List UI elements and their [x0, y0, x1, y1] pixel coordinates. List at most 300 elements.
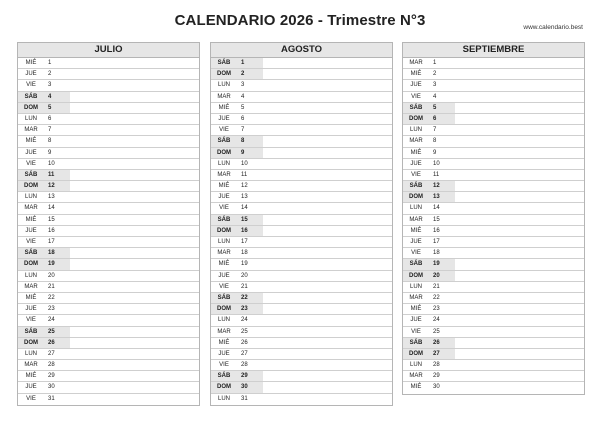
day-number: 23	[433, 306, 440, 313]
weekday: MIÉ	[25, 60, 37, 66]
day-label	[211, 282, 263, 292]
day-row	[211, 192, 392, 203]
day-number: 2	[241, 71, 245, 78]
day-number: 19	[241, 261, 248, 268]
day-label	[403, 136, 455, 146]
day-row	[18, 170, 199, 181]
weekday: MIÉ	[410, 71, 422, 78]
day-row	[18, 159, 199, 170]
day-row	[18, 349, 199, 360]
day-row	[211, 69, 392, 80]
day-row	[18, 226, 199, 237]
weekday: VIE	[26, 239, 36, 245]
day-number: 29	[48, 373, 55, 380]
month-header: SEPTIEMBRE	[403, 43, 584, 58]
day-row	[403, 148, 584, 159]
weekday: JUE	[410, 160, 422, 167]
weekday: LUN	[24, 115, 37, 122]
day-row	[211, 103, 392, 114]
weekday: LUN	[217, 160, 230, 167]
day-row	[403, 371, 584, 382]
weekday: VIE	[219, 205, 229, 212]
day-row	[211, 170, 392, 181]
day-number: 26	[433, 339, 440, 346]
day-number: 16	[241, 227, 248, 234]
weekday: LUN	[217, 395, 230, 402]
day-label	[211, 338, 263, 348]
day-row	[211, 125, 392, 136]
weekday: SÁB	[217, 60, 231, 66]
day-row	[403, 203, 584, 214]
day-number: 20	[433, 272, 440, 279]
day-label	[18, 125, 70, 135]
day-row	[18, 282, 199, 293]
day-label	[18, 360, 70, 370]
day-number: 9	[48, 149, 52, 156]
day-label	[18, 282, 70, 292]
day-label	[211, 58, 263, 68]
day-row	[403, 136, 584, 147]
day-number: 20	[241, 272, 248, 279]
weekday: JUE	[410, 239, 422, 245]
month-table-september	[402, 42, 585, 395]
day-number: 30	[433, 384, 440, 391]
day-row	[403, 80, 584, 91]
day-number: 9	[241, 149, 245, 156]
month-table-july	[17, 42, 200, 406]
day-row	[403, 282, 584, 293]
day-number: 19	[433, 261, 440, 268]
day-row	[18, 304, 199, 315]
day-label	[18, 226, 70, 236]
day-row	[211, 58, 392, 69]
day-number: 28	[48, 362, 55, 369]
day-label	[403, 338, 455, 348]
day-label	[403, 327, 455, 337]
day-label	[18, 293, 70, 303]
day-number: 12	[241, 183, 248, 190]
day-row	[403, 215, 584, 226]
weekday: LUN	[24, 272, 37, 279]
day-row	[18, 58, 199, 69]
day-label	[403, 371, 455, 381]
weekday: MAR	[217, 328, 231, 335]
day-number: 17	[433, 239, 440, 245]
day-number: 29	[241, 373, 248, 380]
day-label	[403, 170, 455, 180]
day-label	[18, 215, 70, 225]
day-row	[403, 293, 584, 304]
day-number: 30	[241, 384, 248, 391]
day-row	[18, 271, 199, 282]
day-number: 6	[433, 115, 437, 122]
day-number: 1	[48, 60, 52, 66]
weekday: VIE	[411, 171, 421, 178]
day-number: 16	[48, 227, 55, 234]
day-label	[211, 304, 263, 314]
day-number: 3	[48, 82, 52, 89]
day-row	[18, 114, 199, 125]
day-label	[211, 69, 263, 79]
day-number: 14	[48, 205, 55, 212]
day-label	[18, 382, 70, 392]
day-label	[211, 92, 263, 102]
day-label	[18, 349, 70, 359]
day-number: 4	[48, 93, 52, 100]
day-row	[403, 248, 584, 259]
weekday: LUN	[409, 283, 422, 290]
day-row	[18, 237, 199, 248]
day-row	[18, 80, 199, 91]
month-header: AGOSTO	[211, 43, 392, 58]
day-label	[403, 349, 455, 359]
day-row	[403, 271, 584, 282]
day-number: 15	[241, 216, 248, 223]
day-label	[211, 315, 263, 325]
weekday: DOM	[409, 194, 423, 201]
weekday: LUN	[24, 350, 37, 357]
weekday: DOM	[24, 339, 38, 346]
weekday: DOM	[217, 384, 231, 391]
day-label	[211, 170, 263, 180]
day-label	[18, 80, 70, 90]
day-row	[18, 203, 199, 214]
weekday: MAR	[24, 283, 38, 290]
day-row	[403, 92, 584, 103]
weekday: JUE	[218, 350, 230, 357]
weekday: SÁB	[409, 104, 423, 111]
day-label	[403, 360, 455, 370]
day-number: 5	[48, 104, 52, 111]
day-row	[403, 382, 584, 393]
weekday: MAR	[409, 216, 423, 223]
day-number: 2	[433, 71, 437, 78]
day-label	[211, 248, 263, 258]
weekday: LUN	[409, 205, 422, 212]
day-row	[211, 338, 392, 349]
day-number: 9	[433, 149, 437, 156]
day-row	[211, 237, 392, 248]
day-row	[403, 259, 584, 270]
weekday: JUE	[218, 272, 230, 279]
day-number: 24	[241, 317, 248, 324]
day-number: 31	[48, 395, 55, 402]
day-label	[18, 259, 70, 269]
day-number: 25	[48, 328, 55, 335]
weekday: LUN	[409, 127, 422, 134]
weekday: JUE	[218, 194, 230, 201]
weekday: SÁB	[24, 171, 38, 178]
day-row	[403, 159, 584, 170]
weekday: SÁB	[24, 93, 38, 100]
day-row	[403, 349, 584, 360]
weekday: VIE	[26, 395, 36, 402]
day-label	[211, 80, 263, 90]
weekday: SÁB	[409, 183, 423, 190]
weekday: JUE	[25, 149, 37, 156]
day-label	[211, 382, 263, 392]
day-number: 14	[241, 205, 248, 212]
day-label	[18, 92, 70, 102]
day-label	[211, 226, 263, 236]
day-row	[403, 58, 584, 69]
weekday: JUE	[410, 317, 422, 324]
weekday: MIÉ	[25, 294, 37, 301]
day-label	[211, 136, 263, 146]
weekday: SÁB	[217, 138, 231, 145]
weekday: VIE	[26, 317, 36, 324]
day-number: 1	[433, 60, 437, 66]
weekday: LUN	[409, 362, 422, 369]
day-row	[18, 192, 199, 203]
day-label	[18, 103, 70, 113]
day-number: 7	[241, 127, 245, 134]
day-number: 11	[241, 171, 248, 178]
weekday: SÁB	[217, 216, 231, 223]
weekday: LUN	[217, 317, 230, 324]
weekday: JUE	[218, 115, 230, 122]
day-label	[18, 327, 70, 337]
weekday: MAR	[217, 250, 231, 257]
day-row	[211, 80, 392, 91]
weekday: DOM	[217, 227, 231, 234]
day-label	[403, 304, 455, 314]
weekday: MIÉ	[410, 306, 422, 313]
weekday: LUN	[24, 194, 37, 201]
weekday: JUE	[25, 384, 37, 391]
day-row	[18, 148, 199, 159]
day-label	[211, 114, 263, 124]
day-row	[211, 203, 392, 214]
weekday: MAR	[409, 60, 423, 66]
day-label	[403, 259, 455, 269]
day-number: 26	[241, 339, 248, 346]
day-number: 24	[48, 317, 55, 324]
weekday: MIÉ	[25, 138, 37, 145]
day-label	[211, 259, 263, 269]
day-label	[18, 248, 70, 258]
day-row	[211, 371, 392, 382]
day-number: 1	[241, 60, 245, 66]
day-label	[403, 215, 455, 225]
day-number: 11	[433, 171, 440, 178]
day-row	[18, 371, 199, 382]
day-row	[403, 315, 584, 326]
day-row	[403, 226, 584, 237]
day-row	[403, 360, 584, 371]
day-row	[18, 293, 199, 304]
weekday: DOM	[24, 261, 38, 268]
day-number: 21	[433, 283, 440, 290]
day-row	[18, 327, 199, 338]
weekday: JUE	[25, 306, 37, 313]
month-header: JULIO	[18, 43, 199, 58]
day-row	[403, 237, 584, 248]
day-label	[403, 80, 455, 90]
day-row	[211, 259, 392, 270]
day-label	[18, 114, 70, 124]
weekday: SÁB	[217, 373, 231, 380]
day-row	[18, 103, 199, 114]
day-row	[18, 315, 199, 326]
day-row	[18, 92, 199, 103]
day-row	[211, 215, 392, 226]
day-number: 22	[48, 294, 55, 301]
weekday: MAR	[217, 93, 231, 100]
day-row	[403, 125, 584, 136]
weekday: DOM	[409, 272, 423, 279]
day-row	[211, 349, 392, 360]
weekday: MIÉ	[25, 216, 37, 223]
day-row	[18, 125, 199, 136]
weekday: MAR	[24, 362, 38, 369]
weekday: DOM	[217, 149, 231, 156]
day-row	[403, 69, 584, 80]
day-label	[403, 125, 455, 135]
weekday: LUN	[217, 239, 230, 245]
day-number: 7	[433, 127, 437, 134]
day-row	[211, 114, 392, 125]
weekday: JUE	[25, 71, 37, 78]
day-label	[403, 148, 455, 158]
day-number: 15	[433, 216, 440, 223]
day-number: 23	[241, 306, 248, 313]
weekday: VIE	[411, 328, 421, 335]
page-title: CALENDARIO 2026 - Trimestre N°3	[174, 12, 426, 29]
weekday: MAR	[409, 373, 423, 380]
day-row	[403, 103, 584, 114]
month-table-august	[210, 42, 393, 406]
day-label	[403, 293, 455, 303]
day-number: 8	[48, 138, 52, 145]
day-number: 18	[48, 250, 55, 257]
day-row	[211, 181, 392, 192]
weekday: MIÉ	[410, 227, 422, 234]
day-row	[18, 394, 199, 405]
day-number: 30	[48, 384, 55, 391]
day-number: 27	[48, 350, 55, 357]
weekday: MAR	[24, 205, 38, 212]
day-row	[211, 293, 392, 304]
day-number: 6	[241, 115, 245, 122]
day-number: 16	[433, 227, 440, 234]
day-number: 27	[433, 350, 440, 357]
weekday: DOM	[217, 306, 231, 313]
day-number: 22	[433, 294, 440, 301]
day-row	[211, 327, 392, 338]
day-label	[18, 69, 70, 79]
weekday: MIÉ	[218, 104, 230, 111]
weekday: LUN	[217, 82, 230, 89]
day-number: 15	[48, 216, 55, 223]
day-label	[18, 170, 70, 180]
day-number: 21	[241, 283, 248, 290]
day-number: 23	[48, 306, 55, 313]
day-row	[18, 259, 199, 270]
day-number: 26	[48, 339, 55, 346]
day-row	[211, 360, 392, 371]
day-label	[211, 293, 263, 303]
day-label	[211, 103, 263, 113]
site-url: www.calendario.best	[523, 24, 583, 31]
day-label	[211, 237, 263, 247]
day-number: 12	[48, 183, 55, 190]
day-number: 21	[48, 283, 55, 290]
weekday: MIÉ	[410, 384, 422, 391]
weekday: DOM	[409, 115, 423, 122]
day-row	[18, 338, 199, 349]
day-number: 20	[48, 272, 55, 279]
day-number: 17	[241, 239, 248, 245]
day-row	[211, 271, 392, 282]
day-label	[18, 181, 70, 191]
day-number: 3	[433, 82, 437, 89]
weekday: SÁB	[24, 328, 38, 335]
day-number: 13	[241, 194, 248, 201]
day-number: 18	[433, 250, 440, 257]
day-row	[403, 192, 584, 203]
weekday: VIE	[219, 127, 229, 134]
day-number: 4	[241, 93, 245, 100]
day-row	[18, 215, 199, 226]
weekday: VIE	[26, 160, 36, 167]
day-label	[18, 338, 70, 348]
day-number: 25	[241, 328, 248, 335]
day-row	[18, 136, 199, 147]
day-number: 6	[48, 115, 52, 122]
weekday: DOM	[217, 71, 231, 78]
day-number: 13	[433, 194, 440, 201]
day-row	[403, 338, 584, 349]
day-label	[211, 349, 263, 359]
day-label	[403, 271, 455, 281]
day-label	[403, 103, 455, 113]
day-label	[403, 203, 455, 213]
weekday: VIE	[411, 93, 421, 100]
day-row	[18, 181, 199, 192]
day-label	[403, 248, 455, 258]
weekday: VIE	[26, 82, 36, 89]
day-number: 2	[48, 71, 52, 78]
weekday: VIE	[411, 250, 421, 257]
day-number: 27	[241, 350, 248, 357]
day-number: 28	[433, 362, 440, 369]
day-row	[403, 114, 584, 125]
weekday: SÁB	[217, 294, 231, 301]
day-number: 29	[433, 373, 440, 380]
day-number: 7	[48, 127, 52, 134]
day-label	[211, 192, 263, 202]
day-row	[211, 304, 392, 315]
day-label	[403, 192, 455, 202]
day-row	[211, 315, 392, 326]
day-label	[403, 382, 455, 393]
weekday: MIÉ	[218, 261, 230, 268]
weekday: SÁB	[409, 339, 423, 346]
day-row	[18, 360, 199, 371]
day-number: 19	[48, 261, 55, 268]
day-row	[211, 226, 392, 237]
day-number: 24	[433, 317, 440, 324]
day-label	[211, 215, 263, 225]
day-label	[403, 69, 455, 79]
day-label	[211, 394, 263, 405]
day-number: 4	[433, 93, 437, 100]
day-label	[18, 315, 70, 325]
day-number: 12	[433, 183, 440, 190]
weekday: MIÉ	[410, 149, 422, 156]
day-label	[18, 58, 70, 68]
